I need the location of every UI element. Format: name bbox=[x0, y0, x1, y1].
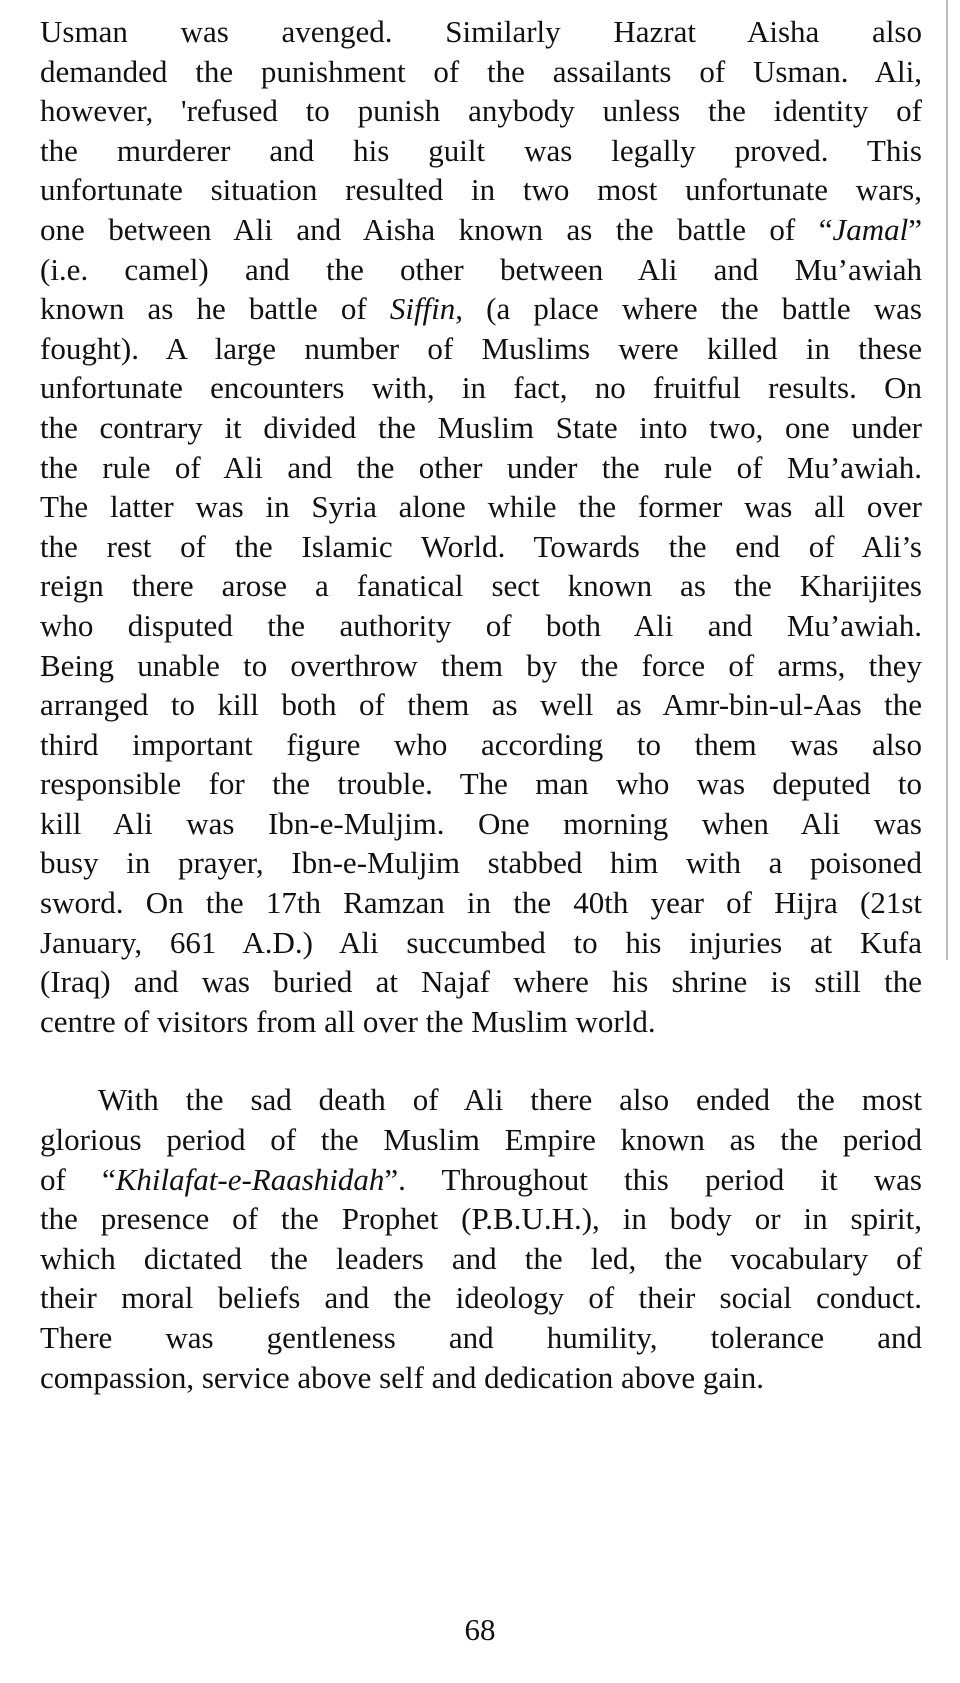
text-line bbox=[40, 12, 922, 52]
scan-edge-line bbox=[946, 0, 948, 960]
text-line bbox=[40, 91, 922, 131]
line-text: There was gentleness and humility, tolerance and bbox=[40, 1320, 922, 1355]
text-line bbox=[40, 52, 922, 92]
text-line bbox=[40, 883, 922, 923]
text-line bbox=[40, 448, 922, 488]
paragraph-gap bbox=[40, 1041, 922, 1080]
line-text: demanded the punishment of the assailants of Usman. Ali, bbox=[40, 53, 922, 89]
italic-term: Jamal bbox=[832, 211, 909, 247]
text-line bbox=[40, 250, 922, 290]
line-text: their moral beliefs and the ideology of their social conduct. bbox=[40, 1280, 922, 1316]
line-text: unfortunate situation resulted in two most unfortunate wars, bbox=[40, 172, 922, 208]
text-line bbox=[40, 962, 922, 1002]
text-line bbox=[40, 1080, 922, 1120]
page-number: 68 bbox=[464, 1612, 496, 1647]
line-text: the presence of the Prophet (P.B.U.H.), in body or in spirit, bbox=[40, 1201, 922, 1237]
line-text: kill Ali was Ibn-e-Muljim. One morning when Ali was bbox=[40, 805, 922, 841]
line-text: glorious period of the Muslim Empire known as the period bbox=[40, 1122, 922, 1158]
line-text: Usman was avenged. Similarly Hazrat Aisha also bbox=[40, 14, 922, 49]
text-line bbox=[40, 487, 922, 527]
text-line bbox=[40, 527, 922, 567]
line-text: fought). A large number of Muslims were killed in these bbox=[40, 330, 922, 366]
text-line bbox=[40, 725, 922, 765]
italic-term: Khilafat-e-Raashidah bbox=[115, 1161, 385, 1197]
line-text: the contrary it divided the Muslim State into two, one under bbox=[40, 409, 922, 445]
book-page-text bbox=[40, 12, 922, 1397]
italic-term: Siffin bbox=[389, 291, 456, 327]
paragraph bbox=[40, 1080, 922, 1397]
line-text: sword. On the 17th Ramzan in the 40th year of Hijra (21st bbox=[40, 885, 922, 921]
text-line bbox=[40, 685, 922, 725]
line-text: who disputed the authority of both Ali and Mu’awiah. bbox=[40, 607, 922, 643]
line-text: (Iraq) and was buried at Najaf where his shrine is still the bbox=[40, 964, 922, 1000]
text-line bbox=[40, 646, 922, 686]
line-text: the rest of the Islamic World. Towards the end of Ali’s bbox=[40, 528, 922, 564]
paragraph bbox=[40, 12, 922, 1041]
line-text: third important figure who according to them was also bbox=[40, 726, 922, 762]
line-text: centre of visitors from all over the Muslim world. bbox=[40, 1003, 656, 1039]
text-line bbox=[40, 1318, 922, 1358]
text-line bbox=[40, 170, 922, 210]
line-text: With the sad death of Ali there also ended the most bbox=[98, 1082, 922, 1118]
text-line bbox=[40, 804, 922, 844]
text-line bbox=[40, 1160, 922, 1200]
text-line bbox=[40, 289, 922, 329]
text-line bbox=[40, 843, 922, 883]
text-line bbox=[40, 1239, 922, 1279]
line-text: ”. Throughout this period it was bbox=[384, 1161, 922, 1197]
line-text: , (a place where the battle was bbox=[455, 291, 922, 327]
text-line bbox=[40, 131, 922, 171]
text-line bbox=[40, 1120, 922, 1160]
text-line bbox=[40, 1002, 922, 1042]
line-text: January, 661 A.D.) Ali succumbed to his injuries at Kufa bbox=[40, 924, 922, 960]
line-text: which dictated the leaders and the led, the vocabulary of bbox=[40, 1240, 922, 1276]
line-text: unfortunate encounters with, in fact, no fruitful results. On bbox=[40, 370, 922, 406]
line-text: the rule of Ali and the other under the rule of Mu’awiah. bbox=[40, 449, 922, 485]
text-line bbox=[40, 923, 922, 963]
text-line bbox=[40, 1358, 922, 1398]
text-line bbox=[40, 1278, 922, 1318]
line-text: compassion, service above self and dedication above gain. bbox=[40, 1359, 764, 1395]
line-text: reign there arose a fanatical sect known as the Kharijites bbox=[40, 568, 922, 604]
text-line bbox=[40, 606, 922, 646]
line-text: (i.e. camel) and the other between Ali and Mu’awiah bbox=[40, 251, 922, 287]
text-line bbox=[40, 1199, 922, 1239]
line-text: arranged to kill both of them as well as Amr-bin-ul-Aas the bbox=[40, 687, 922, 723]
text-line bbox=[40, 764, 922, 804]
text-line bbox=[40, 329, 922, 369]
line-text: ” bbox=[908, 211, 922, 247]
line-text: busy in prayer, Ibn-e-Muljim stabbed him with a poisoned bbox=[40, 845, 922, 881]
text-line bbox=[40, 566, 922, 606]
line-text: The latter was in Syria alone while the former was all over bbox=[40, 489, 922, 525]
line-text: known as he battle of bbox=[40, 291, 390, 327]
line-text: of “ bbox=[40, 1161, 116, 1197]
line-text: however, 'refused to punish anybody unless the identity of bbox=[40, 93, 922, 129]
line-text: Being unable to overthrow them by the force of arms, they bbox=[40, 647, 922, 683]
line-text: responsible for the trouble. The man who was deputed to bbox=[40, 766, 922, 802]
text-line bbox=[40, 368, 922, 408]
line-text: the murderer and his guilt was legally proved. This bbox=[40, 132, 922, 168]
text-line bbox=[40, 210, 922, 250]
text-line bbox=[40, 408, 922, 448]
line-text: one between Ali and Aisha known as the battle of “ bbox=[40, 211, 833, 247]
